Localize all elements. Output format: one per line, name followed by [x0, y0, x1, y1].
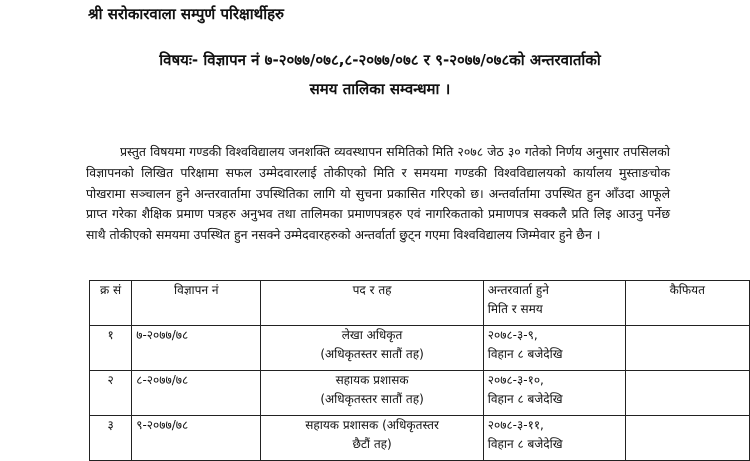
cell-post	[261, 416, 483, 461]
table-row	[90, 371, 750, 416]
cell-post-line1: सहायक प्रशासक	[335, 373, 409, 387]
cell-sn: ३	[90, 416, 132, 461]
header-interview-line1: अन्तरवार्ता हुने	[487, 283, 549, 297]
cell-ad-no: ८-२०७७/७८	[132, 371, 261, 416]
notice-body: प्रस्तुत विषयमा गण्डकी विश्वविद्यालय जनशक्ति व्यवस्थापन समितिको मिति २०७८ जेठ ३० गतेको निर्णय अनुसार तपसिलको विज्ञापनको लिखित परिक्षामा सफल उम्मेदवारलाई तोकीएको मिति र समयमा गण्डकी विश्वविद्यालयको कार्यालय मुस्ताङचोक पोखरामा सञ्चालन हुने अन्तरवार्तामा उपस्थितिका लागि यो सुचना प्रकासित गरिएको छ। अन्तर्वार्तामा उपस्थित हुन आँउदा आफूले प्राप्त गरेका शैक्षिक प्रमाण पत्रहरु अनुभव तथा तालिमका प्रमाणपत्रहरु एवं नागरिकताको प्रमाणपत्र सक्कलै प्रति लिइ आउनु पर्नेछ साथै तोकीएको समयमा उपस्थित हुन नसक्ने उम्मेदवारहरुको अन्तर्वार्ता छुट्न गएमा विश्वविद्यालय जिम्मेवार हुने छैन ।	[86, 144, 670, 243]
cell-ad-no: ७-२०७७/७८	[132, 326, 261, 371]
cell-interview	[483, 371, 625, 416]
cell-ad-no: ९-२०७७/७८	[132, 416, 261, 461]
cell-post	[261, 371, 483, 416]
cell-post-line1: सहायक प्रशासक (अधिकृतस्तर	[305, 418, 439, 432]
subject-heading	[60, 46, 700, 104]
header-post: पद र तह	[261, 281, 483, 326]
cell-post-line2: छैटौं तह)	[352, 437, 392, 451]
cell-date: २०७८-३-११,	[487, 418, 544, 432]
table-row	[90, 416, 750, 461]
cell-remarks	[625, 326, 749, 371]
header-ad-no: विज्ञापन नं	[132, 281, 261, 326]
cell-remarks	[625, 371, 749, 416]
header-interview	[483, 281, 625, 326]
cell-post-line2: (अधिकृतस्तर सातौं तह)	[320, 347, 424, 361]
header-interview-line2: मिति र समय	[487, 302, 543, 316]
header-remarks: कैफियत	[625, 281, 749, 326]
cell-post	[261, 326, 483, 371]
cell-time: विहान ८ बजेदेखि	[487, 347, 563, 361]
cell-interview	[483, 416, 625, 461]
cell-date: २०७८-३-१०,	[487, 373, 544, 387]
cell-date: २०७८-३-९,	[487, 328, 538, 342]
interview-schedule-table	[89, 280, 750, 461]
subject-line-2: समय तालिका सम्वन्धमा ।	[309, 80, 451, 98]
cell-time: विहान ८ बजेदेखि	[487, 437, 563, 451]
cell-remarks	[625, 416, 749, 461]
table-row	[90, 326, 750, 371]
header-sn: क्र सं	[90, 281, 132, 326]
cell-sn: १	[90, 326, 132, 371]
cell-sn: २	[90, 371, 132, 416]
cell-post-line1: लेखा अधिकृत	[341, 328, 403, 342]
cell-post-line2: (अधिकृतस्तर सातौं तह)	[320, 392, 424, 406]
cell-time: विहान ८ बजेदेखि	[487, 392, 563, 406]
addressee: श्री सरोकारवाला सम्पुर्ण परिक्षार्थीहरु	[88, 5, 285, 23]
cell-interview	[483, 326, 625, 371]
subject-line-1: विषयः- विज्ञापन नं ७-२०७७/०७८,८-२०७७/०७८ र ९-२०७७/०७८को अन्तरवार्ताको	[159, 51, 601, 69]
table-header-row	[90, 281, 750, 326]
